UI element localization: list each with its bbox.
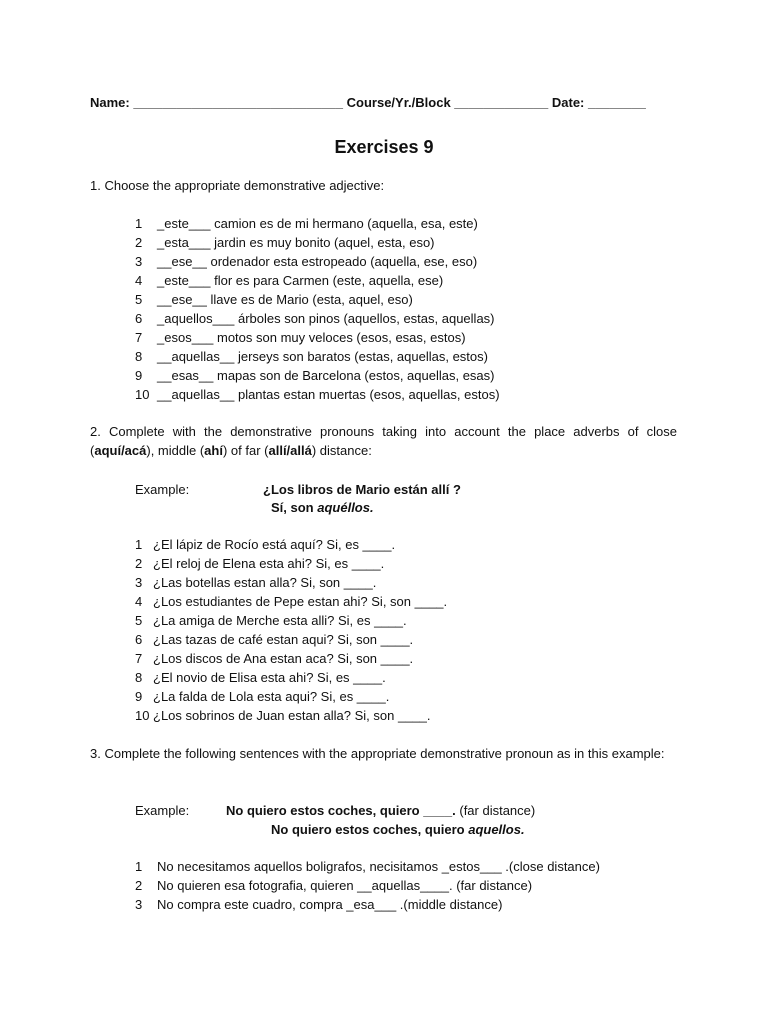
item-text: ¿La falda de Lola esta aqui? Si, es ____. xyxy=(153,689,390,704)
item-number: 5 xyxy=(135,292,143,307)
item-text: _este___ flor es para Carmen (este, aquella, ese) xyxy=(157,273,444,288)
instruction-text: ) of far ( xyxy=(222,443,269,458)
item-number: 3 xyxy=(135,254,143,269)
item-text: No compra este cuadro, compra _esa___ .(middle distance) xyxy=(157,897,503,912)
section1-instruction: 1. Choose the appropriate demonstrative adjective: xyxy=(90,178,385,193)
item-number: 6 xyxy=(135,632,143,647)
item-text: __ese__ llave es de Mario (esta, aquel, eso) xyxy=(157,292,413,307)
list-item xyxy=(135,309,500,328)
example-answer xyxy=(271,498,374,517)
list-item xyxy=(135,385,500,404)
item-number: 1 xyxy=(135,537,143,552)
list-item xyxy=(135,554,447,573)
list-item xyxy=(135,290,500,309)
section1-list xyxy=(135,214,500,404)
section3-instruction: 3. Complete the following sentences with the appropriate demonstrative pronoun as in this example: xyxy=(90,746,665,761)
section2-list xyxy=(135,535,447,725)
item-text: ¿La amiga de Merche esta alli? Si, es ____. xyxy=(153,613,407,628)
example-label: Example: xyxy=(135,803,190,818)
list-item xyxy=(135,573,447,592)
page-title: Exercises 9 xyxy=(334,137,434,157)
item-number: 2 xyxy=(135,878,143,893)
section2-instruction xyxy=(90,422,677,460)
section3-list xyxy=(135,857,600,914)
item-text: ¿El novio de Elisa esta ahi? Si, es ____. xyxy=(153,670,386,685)
item-number: 4 xyxy=(135,594,143,609)
adverb-middle: ahí xyxy=(204,443,223,458)
list-item xyxy=(135,895,600,914)
list-item xyxy=(135,214,500,233)
item-text: __esas__ mapas son de Barcelona (estos, aquellas, esas) xyxy=(157,368,495,383)
item-text: _este___ camion es de mi hermano (aquella, esa, este) xyxy=(157,216,478,231)
example-answer-word: aquellos. xyxy=(468,822,525,837)
list-item xyxy=(135,252,500,271)
item-text: ¿Los discos de Ana estan aca? Si, son ____. xyxy=(153,651,414,666)
example-label: Example: xyxy=(135,482,190,497)
instruction-text: 2. Complete with the demonstrative pronouns taking into account the place adverbs of close ( xyxy=(90,424,677,458)
list-item xyxy=(135,706,447,725)
list-item xyxy=(135,347,500,366)
item-text: ¿El lápiz de Rocío está aquí? Si, es ____. xyxy=(153,537,396,552)
item-number: 6 xyxy=(135,311,143,326)
item-number: 8 xyxy=(135,670,143,685)
item-number: 5 xyxy=(135,613,143,628)
example-question xyxy=(226,801,535,820)
item-text: ¿Las tazas de café estan aqui? Si, son ____. xyxy=(153,632,414,647)
item-text: __aquellas__ jerseys son baratos (estas, aquellas, estos) xyxy=(157,349,488,364)
list-item xyxy=(135,857,600,876)
list-item xyxy=(135,592,447,611)
item-number: 9 xyxy=(135,368,143,383)
list-item xyxy=(135,366,500,385)
list-item xyxy=(135,611,447,630)
list-item xyxy=(135,271,500,290)
item-number: 8 xyxy=(135,349,143,364)
list-item xyxy=(135,328,500,347)
item-text: ¿Los estudiantes de Pepe estan ahi? Si, son ____. xyxy=(153,594,448,609)
example-answer xyxy=(271,820,525,839)
item-number: 3 xyxy=(135,897,143,912)
list-item xyxy=(135,876,600,895)
item-text: ¿Los sobrinos de Juan estan alla? Si, son ____. xyxy=(153,708,431,723)
example-question-text: No quiero estos coches, quiero ____. xyxy=(226,803,456,818)
item-number: 1 xyxy=(135,216,143,231)
instruction-text: ) distance: xyxy=(311,443,372,458)
list-item xyxy=(135,630,447,649)
item-text: ¿Las botellas estan alla? Si, son ____. xyxy=(153,575,377,590)
item-text: __aquellas__ plantas estan muertas (esos, aquellas, estos) xyxy=(157,387,500,402)
example-answer-text: Sí, son xyxy=(271,500,318,515)
example-answer-word: aquéllos. xyxy=(317,500,374,515)
example-answer-text: No quiero estos coches, quiero xyxy=(271,822,469,837)
item-number: 10 xyxy=(135,708,150,723)
list-item xyxy=(135,668,447,687)
item-number: 2 xyxy=(135,556,143,571)
example-question-note: (far distance) xyxy=(455,803,536,818)
item-text: No quieren esa fotografia, quieren __aquellas____. (far distance) xyxy=(157,878,533,893)
item-number: 7 xyxy=(135,651,143,666)
item-text: _esta___ jardin es muy bonito (aquel, esta, eso) xyxy=(157,235,435,250)
item-number: 4 xyxy=(135,273,143,288)
example-question: ¿Los libros de Mario están allí ? xyxy=(263,482,461,497)
adverb-far: allí/allá xyxy=(268,443,312,458)
item-number: 3 xyxy=(135,575,143,590)
list-item xyxy=(135,535,447,554)
list-item xyxy=(135,233,500,252)
item-text: __ese__ ordenador esta estropeado (aquella, ese, eso) xyxy=(157,254,478,269)
item-number: 10 xyxy=(135,387,150,402)
item-number: 1 xyxy=(135,859,143,874)
item-number: 2 xyxy=(135,235,143,250)
item-text: _aquellos___ árboles son pinos (aquellos, estas, aquellas) xyxy=(157,311,495,326)
list-item xyxy=(135,687,447,706)
header-fields: Name: _____________________________ Course/Yr./Block _____________ Date: ________ xyxy=(90,95,646,110)
adverb-close: aquí/acá xyxy=(94,443,147,458)
item-number: 7 xyxy=(135,330,143,345)
list-item xyxy=(135,649,447,668)
item-text: No necesitamos aquellos boligrafos, necisitamos _estos___ .(close distance) xyxy=(157,859,600,874)
instruction-text: ), middle ( xyxy=(146,443,205,458)
item-text: ¿El reloj de Elena esta ahi? Si, es ____. xyxy=(153,556,385,571)
item-number: 9 xyxy=(135,689,143,704)
item-text: _esos___ motos son muy veloces (esos, esas, estos) xyxy=(157,330,466,345)
